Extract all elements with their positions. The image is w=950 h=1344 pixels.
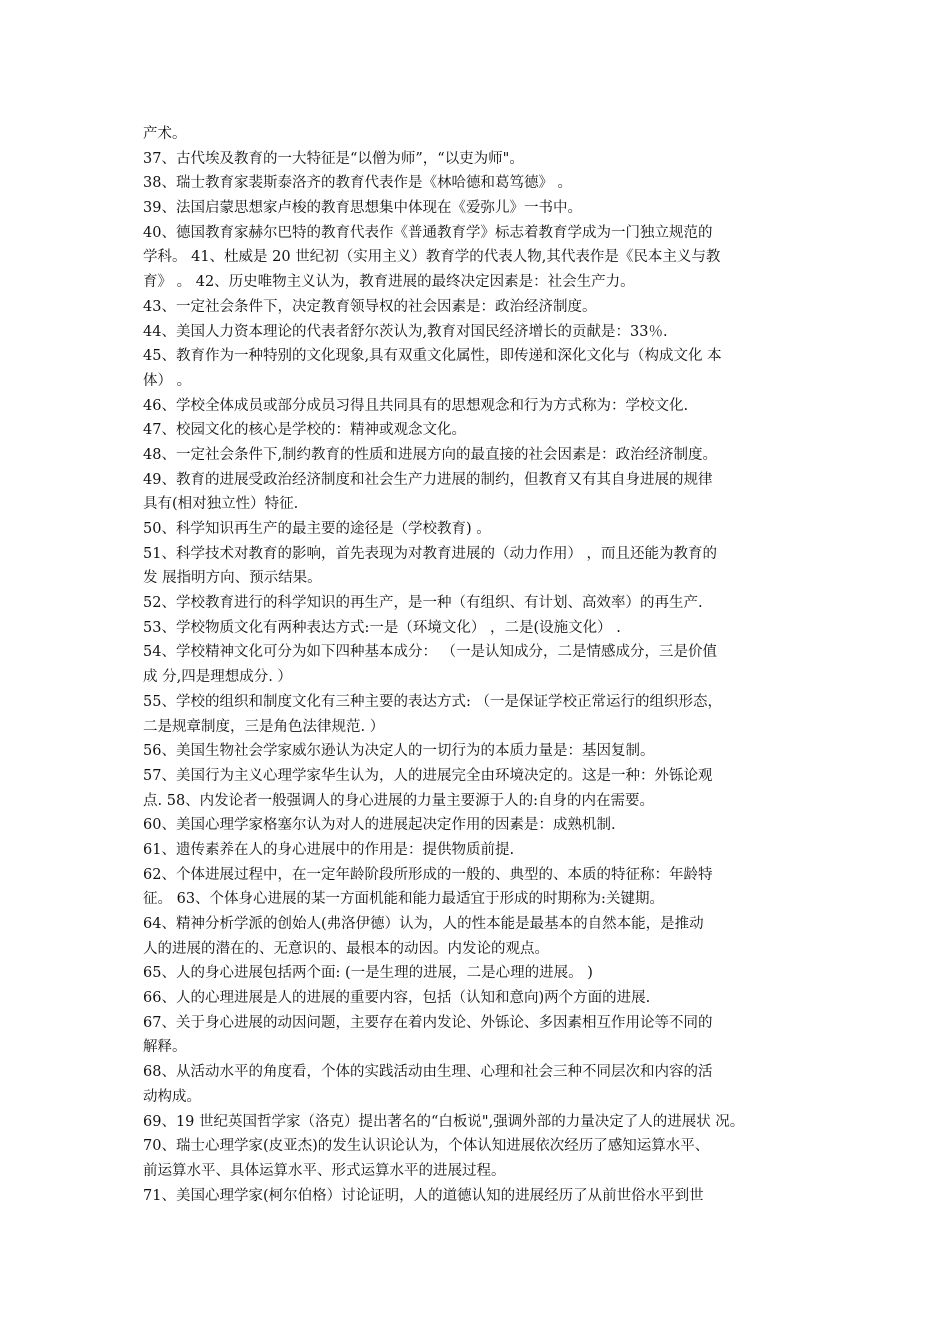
text-line: 52、学校教育进行的科学知识的再生产，是一种（有组织、有计划、高效率）的再生产. (143, 595, 703, 612)
text-line: 60、美国心理学家格塞尔认为对人的进展起决定作用的因素是：成熟机制. (143, 817, 616, 834)
text-line: 解释。 (143, 1039, 187, 1056)
text-line: 38、瑞士教育家裴斯泰洛齐的教育代表作是《林哈德和葛笃德》 。 (143, 175, 573, 192)
text-line: 前运算水平、具体运算水平、形式运算水平的进展过程。 (143, 1162, 506, 1179)
text-line: 51、科学技术对教育的影响，首先表现为对教育进展的（动力作用） ，而且还能为教育的 (143, 545, 718, 562)
text-line: 40、德国教育家赫尔巴特的教育代表作《普通教育学》标志着教育学成为一门独立规范的 (143, 224, 713, 241)
text-line: 70、瑞士心理学家(皮亚杰)的发生认识论认为，个体认知进展依次经历了感知运算水平、 (143, 1138, 710, 1155)
text-line: 45、教育作为一种特别的文化现象,具有双重文化属性，即传递和深化文化与（构成文化 本 (143, 348, 722, 365)
text-line: 67、关于身心进展的动因问题，主要存在着内发论、外铄论、多因素相互作用论等不同的 (143, 1014, 713, 1031)
text-line: 71、美国心理学家(柯尔伯格）讨论证明，人的道德认知的进展经历了从前世俗水平到世 (143, 1187, 704, 1204)
text-line: 43、一定社会条件下，决定教育领导权的社会因素是：政治经济制度。 (143, 298, 597, 315)
text-line: 动构成。 (143, 1088, 201, 1105)
text-line: 50、科学知识再生产的最主要的途径是（学校教育) 。 (143, 521, 491, 537)
text-line: 育》 。 42、历史唯物主义认为，教育进展的最终决定因素是：社会生产力。 (143, 274, 635, 291)
text-line: 62、个体进展过程中，在一定年龄阶段所形成的一般的、典型的、本质的特征称：年龄特 (143, 866, 713, 883)
text-line: 56、美国生物社会学家威尔逊认为决定人的一切行为的本质力量是：基因复制。 (143, 743, 655, 760)
text-line: 产术。 (143, 126, 187, 142)
text-line: 57、美国行为主义心理学家华生认为，人的进展完全由环境决定的。这是一种：外铄论观 (143, 767, 713, 784)
document-body (143, 122, 823, 1208)
text-line: 61、遗传素养在人的身心进展中的作用是：提供物质前提. (143, 841, 515, 858)
text-line: 人的进展的潜在的、无意识的、最根本的动因。内发论的观点。 (143, 940, 549, 957)
text-line: 37、古代埃及教育的一大特征是“以僧为师”，“以吏为师"。 (143, 150, 524, 167)
text-line: 66、人的心理进展是人的进展的重要内容，包括（认知和意向)两个方面的进展. (143, 990, 651, 1007)
text-line: 53、学校物质文化有两种表达方式:一是（环境文化） ，二是(设施文化） . (143, 619, 621, 636)
text-line: 成 分,四是理想成分. ） (143, 669, 292, 686)
text-line: 48、一定社会条件下,制约教育的性质和进展方向的最直接的社会因素是：政治经济制度。 (143, 446, 718, 463)
text-line: 征。 63、个体身心进展的某一方面机能和能力最适宜于形成的时期称为:关键期。 (143, 891, 664, 908)
text-line: 46、学校全体成员或部分成员习得且共同具有的思想观念和行为方式称为：学校文化. (143, 397, 689, 414)
text-line: 49、教育的进展受政治经济制度和社会生产力进展的制约，但教育又有其自身进展的规律 (143, 471, 713, 488)
text-line: 55、学校的组织和制度文化有三种主要的表达方式: （一是保证学校正常运行的组织形态， (143, 693, 722, 710)
text-line: 具有(相对独立性）特征. (143, 496, 299, 513)
text-line: 69、19 世纪英国哲学家（洛克）提出著名的“白板说",强调外部的力量决定了人的进展状 况。 (143, 1113, 745, 1130)
text-line: 体） 。 (143, 372, 192, 389)
text-line: 47、校园文化的核心是学校的：精神或观念文化。 (143, 422, 466, 439)
text-line: 发 展指明方向、预示结果。 (143, 570, 322, 587)
text-line: 54、学校精神文化可分为如下四种基本成分： （一是认知成分，二是情感成分，三是价值 (143, 644, 718, 661)
text-line: 64、精神分析学派的创始人(弗洛伊德）认为，人的性本能是最基本的自然本能，是推动 (143, 916, 704, 932)
text-line: 44、美国人力资本理论的代表者舒尔茨认为,教育对国民经济增长的贡献是：33％. (143, 323, 668, 340)
text-line: 68、从活动水平的角度看，个体的实践活动由生理、心理和社会三种不同层次和内容的活 (143, 1064, 713, 1081)
text-line: 65、人的身心进展包括两个面: (一是生理的进展，二是心理的进展。 ) (143, 965, 593, 982)
text-line: 点. 58、内发论者一般强调人的身心进展的力量主要源于人的:自身的内在需要。 (143, 792, 655, 809)
text-line: 二是规章制度，三是角色法律规范. ） (143, 718, 385, 735)
text-line: 学科。 41、杜威是 20 世纪初（实用主义）教育学的代表人物,其代表作是《民本主义与教 (143, 249, 721, 266)
text-line: 39、法国启蒙思想家卢梭的教育思想集中体现在《爱弥儿》一书中。 (143, 200, 582, 217)
